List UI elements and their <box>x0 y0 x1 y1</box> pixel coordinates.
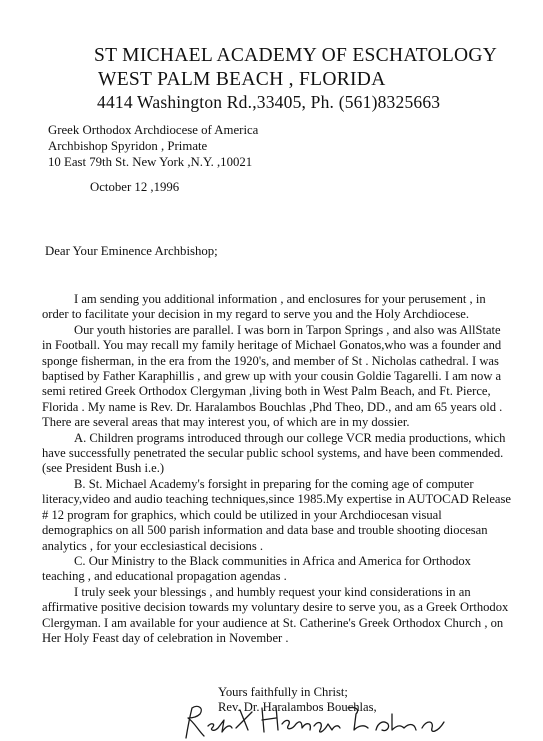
letterhead <box>94 44 514 115</box>
recipient-line-1: Greek Orthodox Archdiocese of America <box>48 123 259 137</box>
recipient-line-3: 10 East 79th St. New York ,N.Y. ,10021 <box>48 155 253 169</box>
letter-date: October 12 ,1996 <box>90 180 180 194</box>
recipient-line-2: Archbishop Spyridon , Primate <box>48 139 208 153</box>
closing-line-1: Yours faithfully in Christ; <box>218 685 348 699</box>
recipient-address <box>48 122 258 170</box>
body-paragraph-c: C. Our Ministry to the Black communities in Africa and America for Orthodox teaching , and educational propagation agendas . <box>42 553 471 584</box>
body-paragraph-intro: I am sending you additional information , and enclosures for your perusement , in order to facilitate your decision in my regard to serve you and the Holy Archdiocese. <box>42 292 486 322</box>
body-paragraph-history: Our youth histories are parallel. I was born in Tarpon Springs , and also was AllState in Football. You may recall my family heritage of Michael Gonatos,who was a founder and sponge fisherman, in the era from the 1920's, and member of St . Nicholas cathedral. I was baptised by Father Karaphillis , and grew up with your cousin Goldie Tagarelli. I am now a semi retired Greek Orthodox Clergyman ,living both in West Palm Beach, and Ft. Pierce, Florida . My name is Rev. Dr. Haralambos Bouchlas ,Phd Theo, DD., and am 65 years old . There are several areas that may interest you, of which are in my dossier. <box>42 322 503 430</box>
body-paragraph-a: A. Children programs introduced through our college VCR media productions, which have successfully penetrated the secular public school systems, and have been commended.(see President Bush i.e.) <box>42 430 506 476</box>
letter-body <box>42 292 512 646</box>
letterhead-city: WEST PALM BEACH , FLORIDA <box>98 68 386 90</box>
handwritten-signature <box>178 700 468 740</box>
salutation: Dear Your Eminence Archbishop; <box>45 244 218 258</box>
letterhead-institution: ST MICHAEL ACADEMY OF ESCHATOLOGY <box>94 45 498 66</box>
letterhead-address: 4414 Washington Rd.,33405, Ph. (561)8325663 <box>97 92 441 112</box>
closing-line-2: Rev. Dr. Haralambos Bouchlas, <box>218 700 377 715</box>
body-paragraph-b: B. St. Michael Academy's forsight in preparing for the coming age of computer literacy,video and audio teaching techniques,since 1985.My expertise in AUTOCAD Release # 12 program for graphics, which could be utilized in your Archdiocesan visual demographics on all 500 parish information and data base and trouble shooting diocesan analytics , for your ecclesiastical decisions . <box>42 476 511 553</box>
body-paragraph-request: I truly seek your blessings , and humbly request your kind considerations in an affirmative positive decision towards my voluntary desire to serve you, as a Greek Orthodox Clergyman. I am available for your audience at St. Catherine's Greek Orthodox Church , on Her Holy Feast day of celebration in November . <box>42 584 509 645</box>
